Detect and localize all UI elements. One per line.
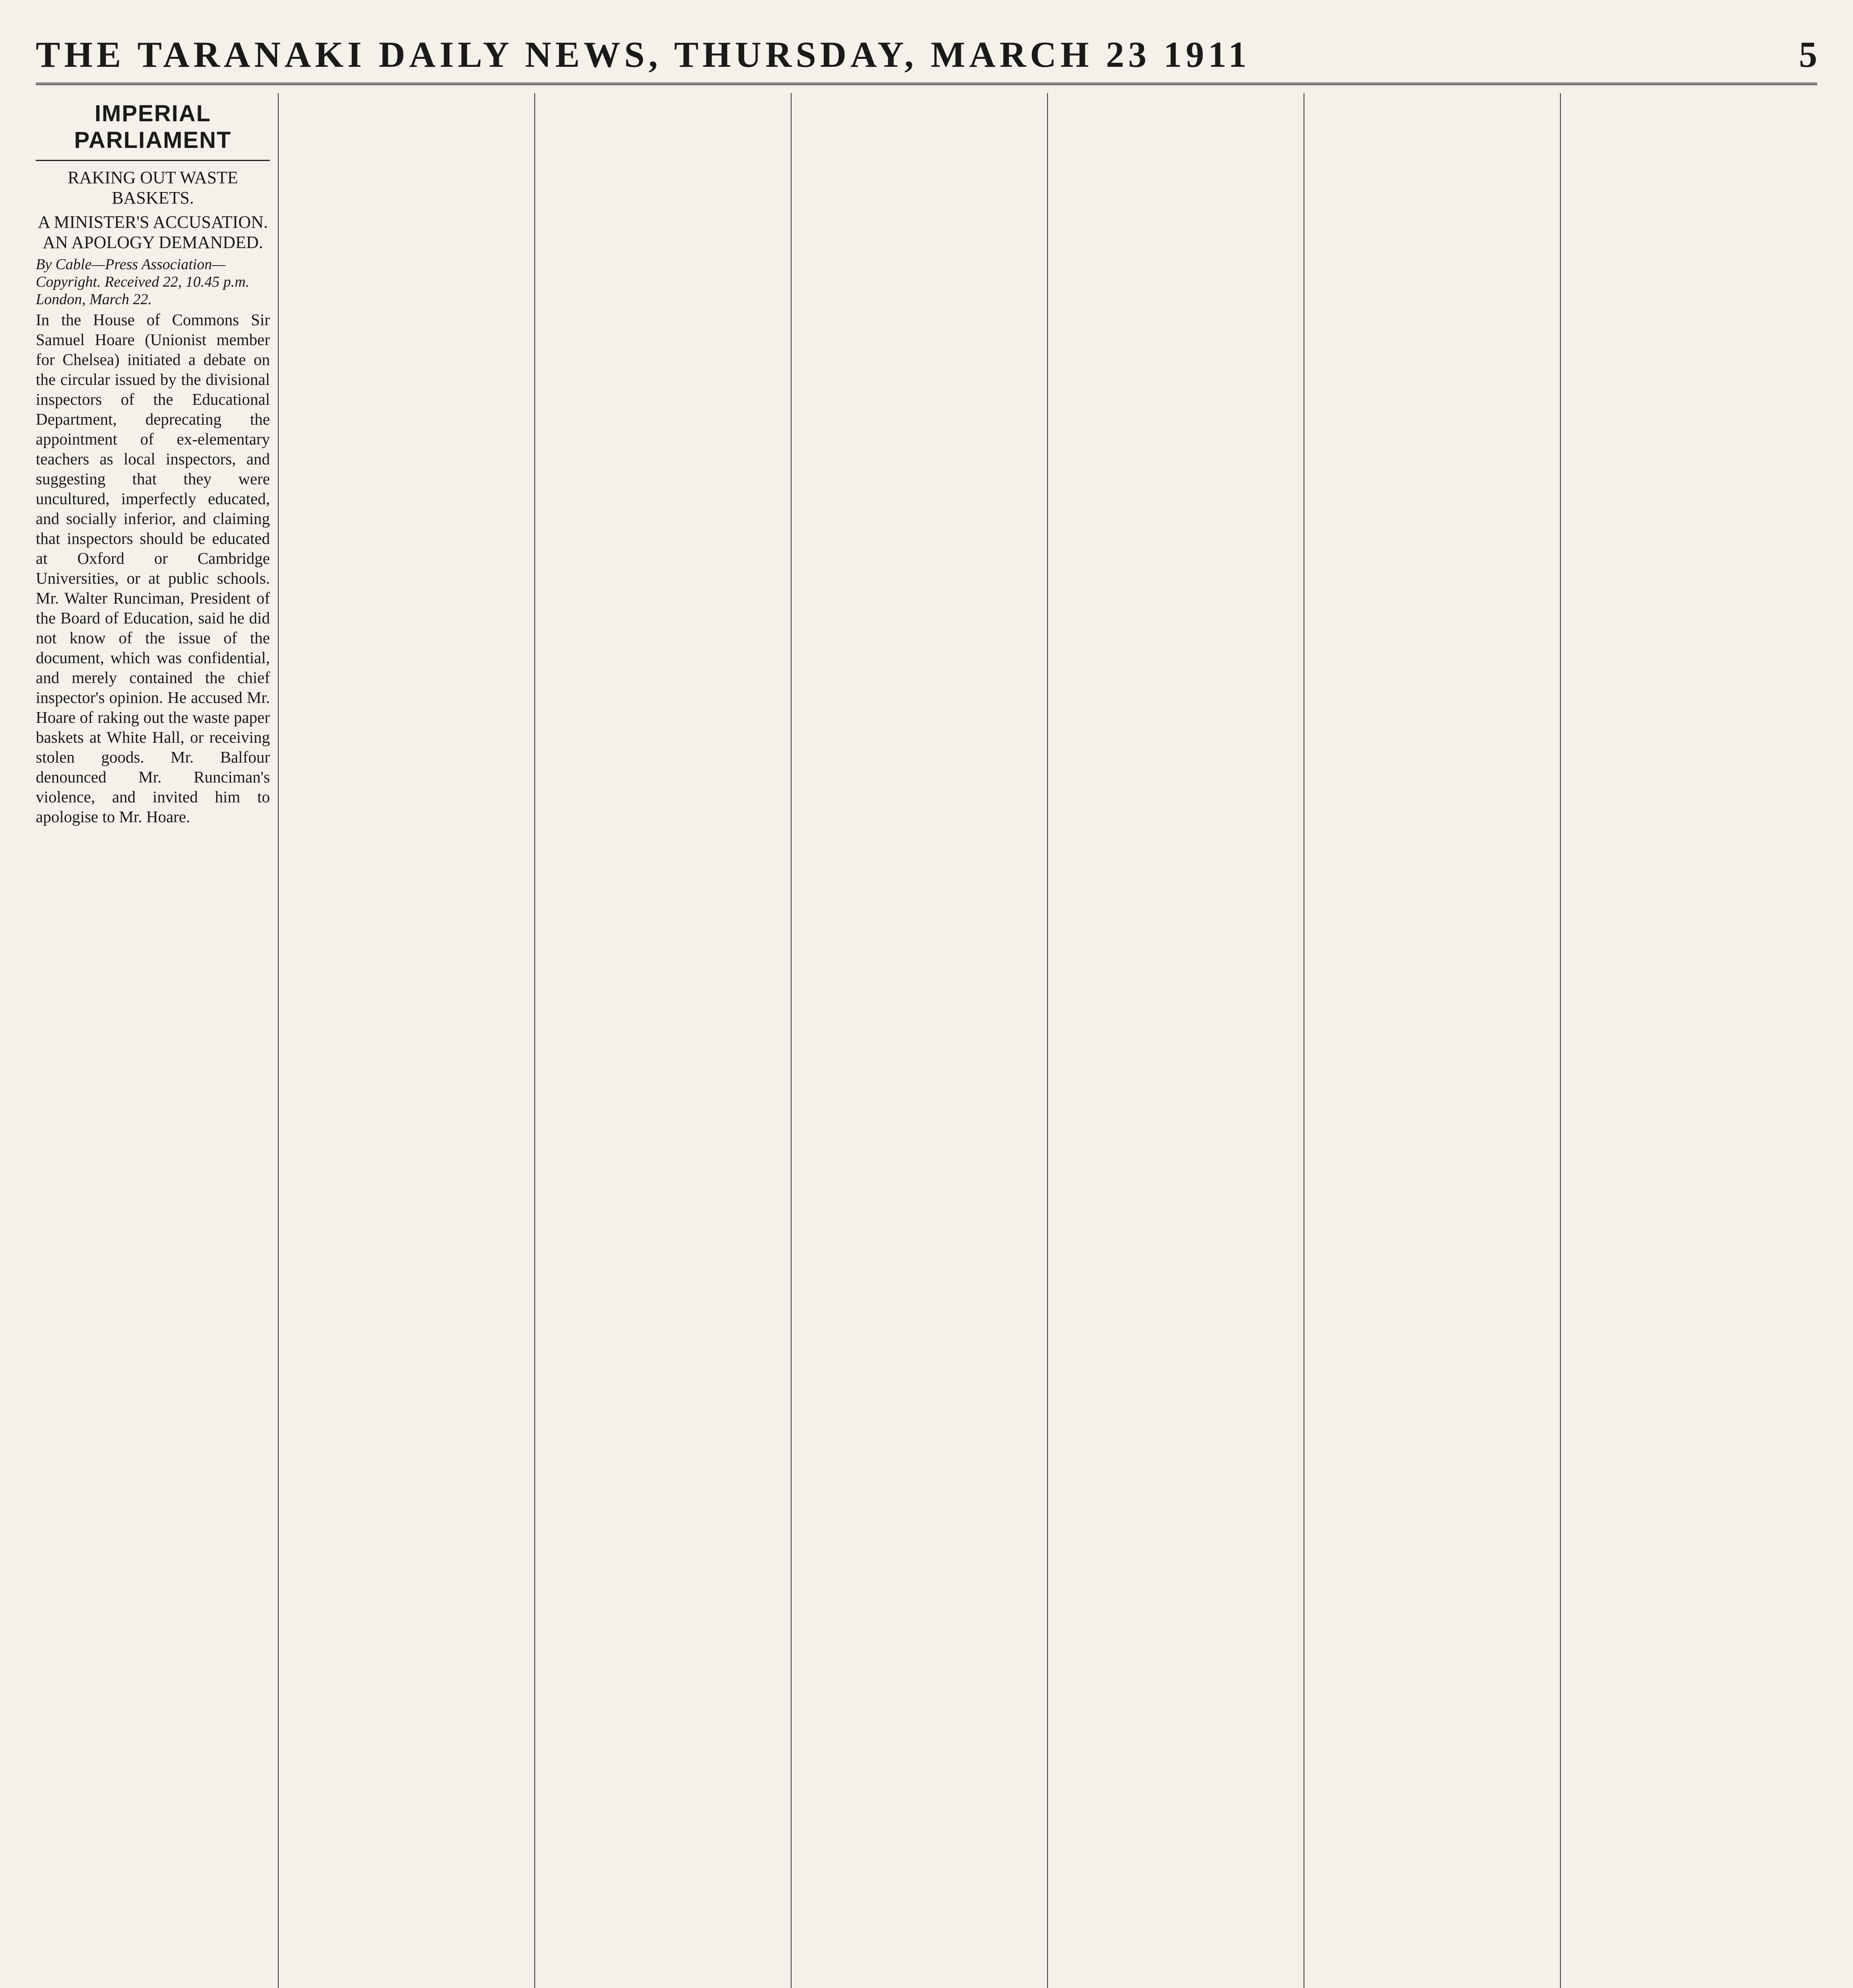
columns	[36, 93, 1817, 1988]
article-heading: IMPERIAL PARLIAMENT	[74, 101, 232, 153]
divider	[36, 160, 270, 161]
column-1	[36, 93, 279, 1988]
column-2	[292, 93, 535, 1988]
column-4	[805, 93, 1048, 1988]
article-kicker: A MINISTER'S ACCUSATION. AN APOLOGY DEMANDED.	[38, 212, 268, 252]
page-number: 5	[1799, 34, 1817, 75]
article-body: In the House of Commons Sir Samuel Hoare (Unionist member for Chelsea) initiated a debate on the circular issued by the divisional inspectors of the Educational Department, deprecating the appointment of ex-elementary teachers as local inspectors, and suggesting that they were uncultured, imperfectly educated, and socially inferior, and claiming that inspectors should be educated at Oxford or Cambridge Universities, or at public schools. Mr. Walter Runciman, President of the Board of Education, said he did not know of the issue of the document, which was confidential, and merely contained the chief inspector's opinion. He accused Mr. Hoare of raking out the waste paper baskets at White Hall, or receiving stolen goods. Mr. Balfour denounced Mr. Runciman's violence, and invited him to apologise to Mr. Hoare.	[36, 311, 270, 826]
article-dateline: By Cable—Press Association—Copyright. Received 22, 10.45 p.m. London, March 22.	[36, 256, 250, 308]
column-7	[1574, 93, 1817, 1988]
column-6	[1318, 93, 1561, 1988]
column-5	[1061, 93, 1304, 1988]
newspaper-title: THE TARANAKI DAILY NEWS, THURSDAY, MARCH 23 1911	[36, 34, 1251, 75]
masthead	[36, 28, 1817, 85]
article-imperial-parliament	[36, 100, 270, 827]
article-subheading: RAKING OUT WASTE BASKETS.	[68, 168, 238, 208]
column-3	[549, 93, 792, 1988]
